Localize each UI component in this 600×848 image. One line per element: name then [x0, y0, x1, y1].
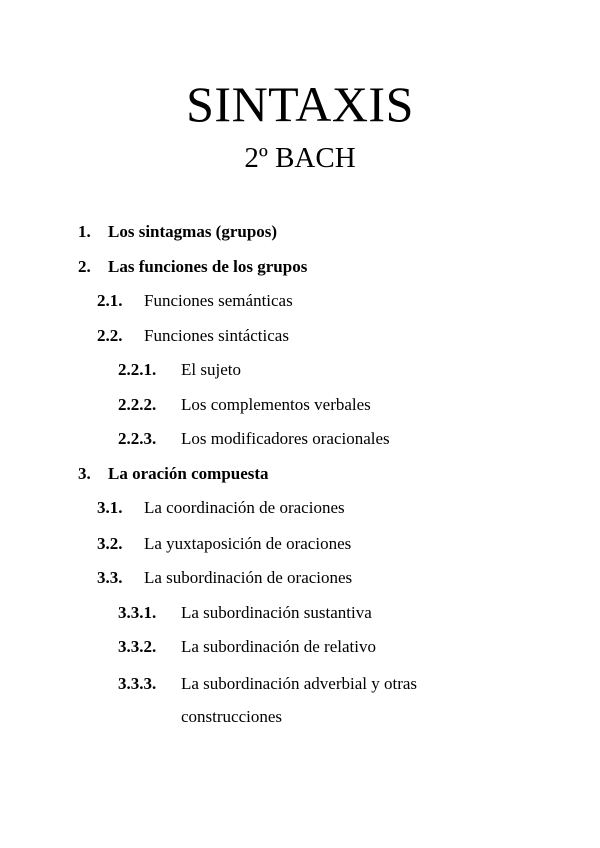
toc-label: La subordinación adverbial y otras	[181, 674, 418, 693]
toc-number: 3.	[78, 464, 91, 483]
toc-number: 2.2.3.	[118, 429, 157, 448]
toc-number: 3.3.	[97, 568, 123, 587]
toc-label: El sujeto	[181, 360, 241, 379]
document-subtitle: 2º BACH	[244, 142, 356, 174]
toc-number: 2.2.1.	[118, 360, 157, 379]
toc-label: Los complementos verbales	[181, 395, 371, 414]
toc-number: 3.1.	[97, 498, 123, 517]
toc-number: 3.3.3.	[118, 674, 157, 693]
toc-number: 2.2.2.	[118, 395, 157, 414]
toc-label: La subordinación de oraciones	[144, 568, 353, 587]
toc-label: Las funciones de los grupos	[108, 257, 308, 276]
toc-number: 2.2.	[97, 326, 123, 345]
toc-number: 3.3.2.	[118, 637, 157, 656]
toc-label: Funciones semánticas	[144, 291, 293, 310]
toc-number: 1.	[78, 222, 91, 241]
toc-label: Funciones sintácticas	[144, 326, 289, 345]
toc-label: Los sintagmas (grupos)	[108, 222, 278, 241]
toc-number: 2.1.	[97, 291, 123, 310]
toc-number: 3.3.1.	[118, 603, 157, 622]
toc-label: La yuxtaposición de oraciones	[144, 534, 352, 553]
toc-number: 2.	[78, 257, 91, 276]
toc-label: Los modificadores oracionales	[181, 429, 390, 448]
toc-label: La coordinación de oraciones	[144, 498, 345, 517]
toc-label: La subordinación sustantiva	[181, 603, 372, 622]
toc-label: La subordinación de relativo	[181, 637, 376, 656]
document-title: SINTAXIS	[186, 76, 414, 132]
toc-number: 3.2.	[97, 534, 123, 553]
toc-label: La oración compuesta	[108, 464, 269, 483]
toc-entry-continuation: construcciones	[181, 707, 283, 726]
